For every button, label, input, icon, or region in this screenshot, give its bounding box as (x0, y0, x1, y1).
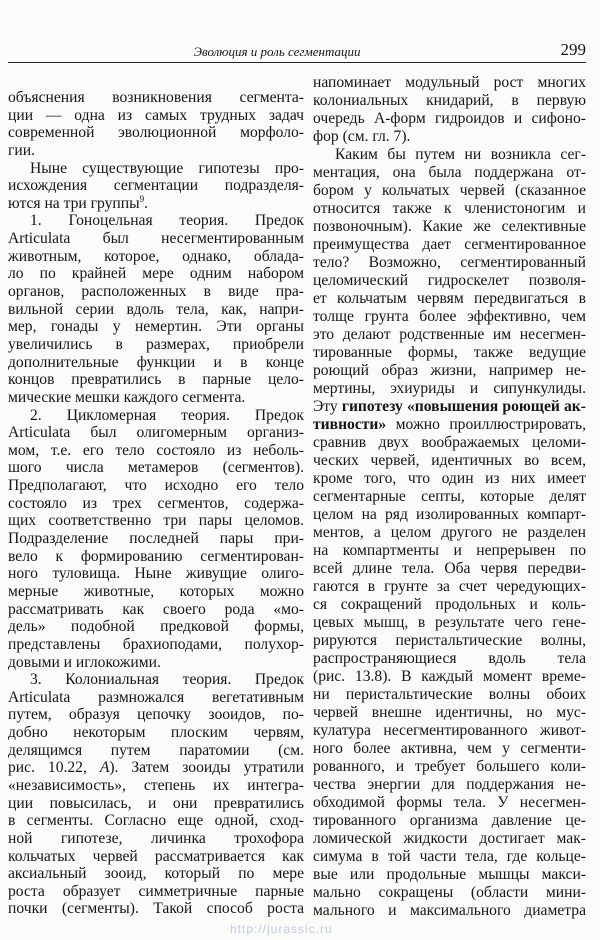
right-text-column (313, 74, 586, 920)
text-span: 1. Гоноцельная теория. Предок (30, 212, 304, 230)
text-span: дополнительные функции и в конце (8, 353, 304, 371)
text-line (313, 722, 586, 740)
text-span: распространяющиеся вдоль тела (313, 650, 586, 667)
text-line (8, 724, 304, 742)
text-span: дель» подобной предковой формы, (8, 618, 304, 636)
text-line (8, 160, 304, 178)
text-line (313, 758, 586, 776)
text-span: концов превратились в парные цело- (8, 371, 304, 389)
text-line (8, 512, 304, 530)
text-line (8, 336, 304, 354)
text-line (313, 452, 586, 470)
text-line (8, 442, 304, 460)
text-span: мические мешки каждого сегмента. (8, 388, 246, 406)
text-line (313, 560, 586, 578)
text-line (8, 265, 304, 283)
text-span: ются на три группы (8, 194, 140, 212)
text-span: . (144, 194, 149, 212)
text-line (313, 902, 586, 920)
text-span: очередь А-форм гидроидов и сифоно- (313, 110, 586, 127)
text-line (313, 488, 586, 506)
text-line (8, 830, 304, 848)
text-span: делящимся путем паратомии (см. (8, 741, 304, 759)
text-span: мерные животные, которых можно (8, 582, 304, 600)
text-line (313, 254, 586, 272)
text-span: кроме того, что один из них имеет (313, 470, 586, 487)
footnote-ref: 9 (139, 193, 145, 204)
text-span: ции — одна из самых трудных задач (8, 106, 304, 124)
text-line (8, 424, 304, 442)
text-span: мер, гонады у немертин. Эти органы (8, 318, 304, 336)
text-span: целом на ряд изолированных компарт- (313, 506, 586, 523)
text-span: роста образует симметричные парные (8, 882, 304, 900)
text-line (8, 248, 304, 266)
text-line (8, 583, 304, 601)
text-line (313, 128, 586, 146)
text-span: 2. Цикломерная теория. Предок (30, 406, 304, 424)
text-span: тированного организма давление це- (313, 812, 586, 829)
text-span: симума в той части тела, где кольце- (313, 848, 586, 865)
text-span: рассматривать как своего рода «мо- (8, 600, 304, 618)
text-span: относится также к членистоногим и (313, 200, 586, 217)
text-span: ментация, она была поддержана от- (313, 164, 586, 181)
text-line (8, 900, 304, 918)
text-line (313, 740, 586, 758)
text-line (313, 506, 586, 524)
text-line (313, 218, 586, 236)
text-span: это делают родственные им несегмен- (313, 326, 586, 343)
text-span: довыми и иглокожими. (8, 653, 161, 671)
text-span: всей длине тела. Оба червя передви- (313, 560, 586, 577)
text-span: ного более активна, чем у сегменти- (313, 740, 586, 757)
text-line (313, 578, 586, 596)
text-line (8, 124, 304, 142)
text-line (8, 230, 304, 248)
text-line (313, 290, 586, 308)
text-line (8, 354, 304, 372)
text-span: вильной серии вдоль тела, как, напри- (8, 300, 304, 318)
text-line (8, 195, 304, 213)
text-span: бором у кольчатых червей (сказанное (313, 182, 586, 199)
text-span: гаются в грунте за счет чередующих- (313, 578, 586, 595)
text-span: органов, расположенных в виде пра- (8, 283, 304, 301)
text-span: Articulata размножался вегетативным (8, 688, 304, 706)
text-span: мально сокращены (области мини- (313, 884, 586, 901)
text-span: тело? Возможно, сегментированный (313, 254, 586, 271)
text-line (313, 182, 586, 200)
text-span: фор (см. гл. 7). (313, 128, 411, 145)
page-header (8, 42, 586, 63)
text-span: ло по крайней мере одним набором (8, 265, 304, 283)
text-line (313, 74, 586, 92)
text-span: кольчатых червей рассматривается как (8, 847, 304, 865)
text-span: «независимость», степень их интегра- (8, 776, 304, 794)
text-line (313, 326, 586, 344)
text-span: ни перистальтические волны обоих (313, 686, 586, 703)
text-line (8, 89, 304, 107)
text-span: чества энергии для поддержания не- (313, 776, 586, 793)
text-line (313, 668, 586, 686)
text-span: современной эволюционной морфоло- (8, 124, 304, 142)
text-line (313, 434, 586, 452)
text-span: толще грунта более эффективно, чем (313, 308, 586, 325)
text-span: объяснения возникновения сегмента- (8, 89, 304, 106)
text-span: представлены брахиоподами, полухор- (8, 635, 304, 653)
text-span: рованного, и требует большего коли- (313, 758, 586, 775)
text-line (313, 542, 586, 560)
text-span: сравнив двух воображаемых целоми- (313, 434, 586, 451)
text-span: Ныне существующие гипотезы про- (30, 159, 304, 177)
bold-term: гипотезу «повышения роющей ак- (341, 398, 586, 415)
text-span: колониальных книдарий, в первую (313, 92, 586, 109)
text-span: ного туловища. Ныне живущие олиго- (8, 565, 304, 583)
text-line (8, 407, 304, 425)
text-span: вые или продольные мышцы макси- (313, 866, 586, 883)
text-span: животным, которое, однако, облада- (8, 247, 304, 265)
text-line (8, 177, 304, 195)
text-span: ции повысилась, и они превратились (8, 794, 304, 812)
text-span: ломической жидкости достигает мак- (313, 830, 586, 847)
text-line (8, 865, 304, 883)
text-line (8, 601, 304, 619)
text-line (313, 632, 586, 650)
text-line (8, 759, 304, 777)
watermark: http://jurassic.ru (230, 922, 333, 936)
text-line (8, 636, 304, 654)
text-line (8, 548, 304, 566)
text-line (313, 416, 586, 434)
text-span: напоминает модульный рост многих (313, 74, 586, 91)
text-line (313, 614, 586, 632)
text-span: Подразделение последней пары при- (8, 530, 304, 548)
text-line (313, 236, 586, 254)
text-span: кулатура несегментированного живот- (313, 722, 586, 739)
text-line (8, 671, 304, 689)
text-span: позвоночным). Какие же селективные (313, 218, 586, 235)
text-line (8, 848, 304, 866)
text-span: аксиальный зооид, который по мере (8, 865, 304, 883)
text-span: щих соответственно три пары целомов. (8, 512, 304, 530)
text-line (313, 200, 586, 218)
text-line (313, 110, 586, 128)
text-span: Предполагают, что исходно его тело (8, 477, 304, 495)
text-span: Articulata был несегментированным (8, 230, 304, 248)
text-span: ческих червей, идентичных во всем, (313, 452, 586, 469)
text-line (313, 812, 586, 830)
text-span: роющий образ жизни, например не- (313, 362, 586, 379)
text-span: добно некоторым плоским червям, (8, 724, 304, 742)
text-line (8, 371, 304, 389)
text-span: Articulata был олигомерным организ- (8, 424, 304, 442)
text-line (8, 777, 304, 795)
text-span: мом, т.е. его тело состояло из неболь- (8, 441, 304, 459)
text-line (313, 524, 586, 542)
text-line (313, 704, 586, 722)
text-span: цевых мышц, в результате чего гене- (313, 614, 586, 631)
text-line (313, 848, 586, 866)
text-span: на компартменты и непрерывен по (313, 542, 586, 559)
text-line (313, 866, 586, 884)
text-span: ). Затем зооиды утратили (109, 759, 304, 777)
text-span: мального и максимального диаметра (313, 902, 586, 919)
text-line (313, 344, 586, 362)
text-line (313, 308, 586, 326)
text-span: рис. 10.22, (8, 759, 100, 777)
text-line (313, 686, 586, 704)
text-line (313, 596, 586, 614)
text-span: вело к формированию сегментирован- (8, 547, 304, 565)
text-span: целомический гидроскелет позволя- (313, 272, 586, 289)
text-line (313, 884, 586, 902)
text-span: в сегменты. Согласно еще одной, сход- (8, 812, 304, 830)
text-line (8, 477, 304, 495)
text-line (313, 398, 586, 416)
text-span: Эту (313, 398, 342, 415)
text-line (8, 565, 304, 583)
text-line (313, 794, 586, 812)
running-title: Эволюция и роль сегментации (193, 44, 361, 59)
text-span: обходимой формы тела. У несегмен- (313, 794, 586, 811)
text-line (313, 92, 586, 110)
text-span: ет кольчатым червям передвигаться в (313, 290, 586, 307)
text-line (313, 776, 586, 794)
text-span: исхождения сегментации подразделя- (8, 177, 304, 195)
text-line (8, 795, 304, 813)
text-line (313, 164, 586, 182)
page-number: 299 (560, 40, 586, 59)
text-span: почки (сегменты). Такой способ роста (8, 900, 304, 918)
text-span: мертины, эхиуриды и сипункулиды. (313, 380, 586, 397)
text-line (8, 212, 304, 230)
text-line (8, 495, 304, 513)
text-span: Каким бы путем ни возникла сег- (335, 146, 586, 163)
text-line (8, 883, 304, 901)
text-line (8, 812, 304, 830)
text-span: (рис. 13.8). В каждый момент време- (313, 668, 586, 685)
text-line (8, 142, 304, 160)
text-span: путем, образуя цепочку зооидов, по- (8, 706, 304, 724)
text-span: можно проиллюстрировать, (386, 416, 586, 433)
text-line (8, 107, 304, 125)
text-span: сегментарные септы, которые делят (313, 488, 586, 505)
text-span: ментов, а целом другого не разделен (313, 524, 586, 541)
text-line (8, 654, 304, 672)
text-line (313, 272, 586, 290)
text-span: ся сокращений продольных и коль- (313, 596, 586, 613)
text-line (8, 459, 304, 477)
bold-term: тивности» (313, 416, 387, 433)
text-line (8, 742, 304, 760)
text-span: 3. Колониальная теория. Предок (30, 671, 304, 689)
text-span: состояло из трех сегментов, содержа- (8, 494, 304, 512)
text-span: шого числа метамеров (сегментов). (8, 459, 304, 477)
text-span: А (99, 759, 110, 777)
text-line (8, 283, 304, 301)
text-span: преимущества дает сегментированное (313, 236, 586, 253)
text-span: ной гипотезе, личинка трохофора (8, 829, 304, 847)
left-text-column (8, 89, 304, 918)
text-line (8, 706, 304, 724)
text-line (8, 301, 304, 319)
text-line (313, 830, 586, 848)
text-line (313, 650, 586, 668)
text-line (313, 146, 586, 164)
text-line (8, 530, 304, 548)
text-line (313, 362, 586, 380)
text-line (8, 618, 304, 636)
text-span: червей внешне идентичны, но мус- (313, 704, 586, 721)
text-line (8, 389, 304, 407)
text-span: рируются перистальтические волны, (313, 632, 586, 649)
text-span: тированные формы, также ведущие (313, 344, 586, 361)
text-line (313, 470, 586, 488)
text-line (8, 318, 304, 336)
text-span: гии. (8, 141, 35, 159)
text-span: увеличились в размерах, приобрели (8, 335, 304, 353)
text-line (313, 380, 586, 398)
text-line (8, 689, 304, 707)
